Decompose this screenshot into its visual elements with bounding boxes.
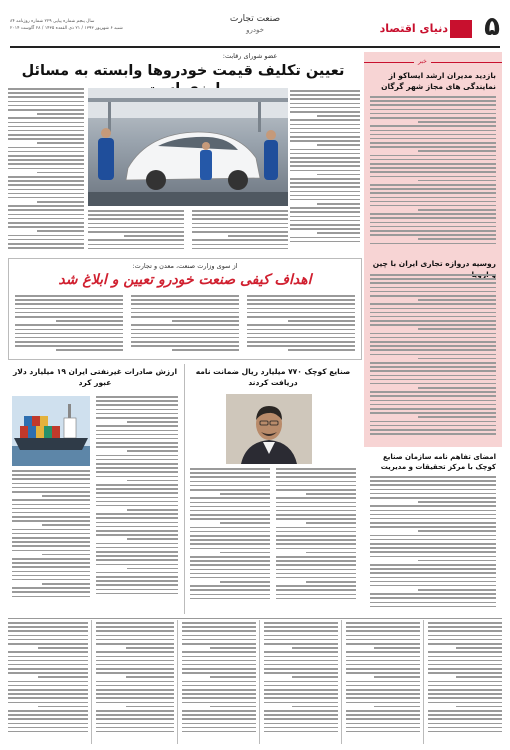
main-story-column-mid-a — [88, 210, 184, 254]
story3-box — [8, 362, 182, 616]
sidebar-lower — [364, 452, 502, 616]
banner-col-1 — [247, 295, 355, 355]
banner-col-3 — [15, 295, 123, 355]
story3-title: ارزش صادرات غیرنفتی ایران ۱۹ میلیارد دلار عبور کرد — [12, 367, 178, 387]
news3-body — [370, 476, 496, 614]
banner-col-2 — [131, 295, 239, 355]
story2-box — [186, 362, 360, 616]
banner-title: اهداف کیفی صنعت خودرو تعیین و ابلاغ شد — [58, 272, 312, 288]
classified-col-6 — [8, 622, 88, 742]
bottom-rule — [8, 618, 502, 619]
cargo-ship-photo — [12, 396, 90, 466]
sidebar — [364, 52, 502, 447]
main-story-column-left — [8, 88, 84, 258]
main-story-column-right — [290, 90, 360, 250]
issue-line-2: شنبه ۶ شهریور ۱۳۹۳ / ۲۱ ذی القعده ۱۴۳۵ / ۲۸ آگوست ۲۰۱۴ — [10, 26, 123, 31]
story2-body-a — [276, 468, 356, 608]
classifieds-area — [8, 620, 502, 744]
main-story-title: تعیین تکلیف قیمت خودروها وابسته به مسائل — [21, 63, 345, 79]
column-divider — [184, 364, 185, 614]
sidebar-label-text: خبر — [414, 58, 431, 65]
banner-box — [8, 258, 362, 360]
classified-col-3 — [264, 622, 338, 742]
classified-col-4 — [182, 622, 256, 742]
sidebar-label — [364, 58, 502, 68]
issue-info — [10, 18, 160, 32]
cargo-ship-illustration — [12, 396, 90, 466]
story3-body-b — [12, 470, 90, 608]
brand-logo — [379, 20, 472, 38]
classified-col-2 — [346, 622, 420, 742]
page-number: ۵ — [484, 12, 500, 42]
man-portrait-illustration — [226, 394, 312, 464]
issue-line-1: سال پنجم شماره پیاپی ۲۲۹ شماره روزنامه ۸۴ — [10, 19, 95, 24]
brand-name: دنیای اقتصاد — [379, 22, 448, 35]
story3-body-a — [96, 396, 178, 608]
classified-col-1 — [428, 622, 502, 742]
car-assembly-illustration — [88, 88, 288, 206]
classified-col-5 — [96, 622, 174, 742]
section-title — [210, 14, 300, 34]
masthead-rule — [10, 46, 500, 48]
main-story-column-mid-b — [192, 210, 288, 254]
portrait-photo — [226, 394, 312, 464]
news1-body — [370, 96, 496, 252]
banner-kicker: از سوی وزارت صنعت، معدن و تجارت: — [132, 262, 238, 270]
news2-title: روسیه دروازه تجاری ایران با چین — [372, 259, 496, 268]
subsection-name: خودرو — [246, 26, 264, 34]
story2-body-b — [190, 468, 270, 608]
news1-title: بازدید مدیران ارشد ایساکو از نمایندگی های مجاز شهر گرگان — [381, 71, 496, 91]
news3-title: امضای تفاهم نامه سازمان صنایع کوچک با مرکز تحقیقات و مدیریت — [380, 453, 496, 471]
news2-body — [370, 274, 496, 444]
story2-title: صنایع کوچک ۷۷۰ میلیارد ریال ضمانت نامه دریافت کردند — [195, 367, 351, 387]
section-name: صنعت تجارت — [229, 14, 281, 24]
masthead — [0, 0, 510, 50]
car-factory-photo — [88, 88, 288, 206]
main-story-kicker: عضو شورای رقابت: — [222, 52, 278, 60]
